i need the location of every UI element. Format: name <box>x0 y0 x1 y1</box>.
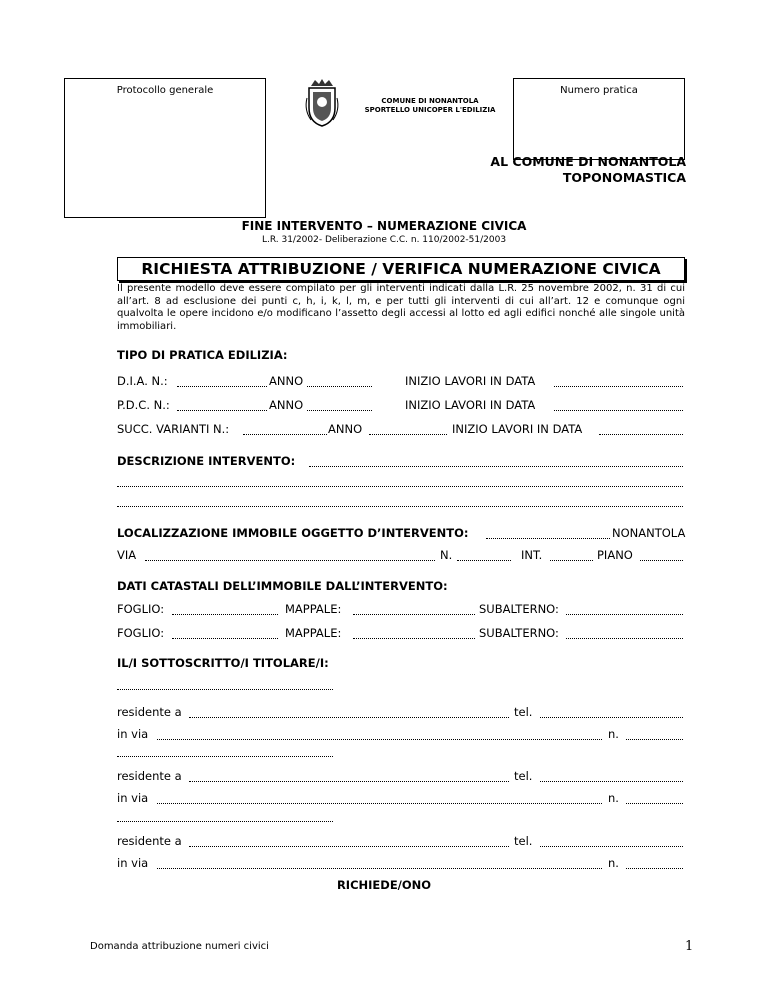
catastali-heading: DATI CATASTALI DELL’IMMOBILE DALL’INTERVENTO: <box>117 579 448 593</box>
succ-varianti-label: SUCC. VARIANTI N.: <box>117 422 230 436</box>
tel-label-1: tel. <box>514 705 533 719</box>
n-label-3: n. <box>608 856 619 870</box>
pdc-anno-field[interactable] <box>307 410 372 411</box>
n-field[interactable] <box>457 560 511 561</box>
in-via-field-2[interactable] <box>157 803 602 804</box>
subalterno-field-2[interactable] <box>566 638 683 639</box>
n-label-2: n. <box>608 791 619 805</box>
name-field-2[interactable] <box>117 756 333 757</box>
numero-pratica-label: Numero pratica <box>560 85 638 96</box>
dia-number-field[interactable] <box>177 386 267 387</box>
in-via-label-2: in via <box>117 791 149 805</box>
pdc-label: P.D.C. N.: <box>117 398 170 412</box>
name-field-1[interactable] <box>117 689 333 690</box>
descrizione-field-1[interactable] <box>309 466 683 467</box>
succ-anno-label: ANNO <box>328 422 363 436</box>
law-reference: L.R. 31/2002- Deliberazione C.C. n. 110/2002-51/2003 <box>261 235 507 245</box>
foglio-field-1[interactable] <box>172 614 278 615</box>
pdc-inizio-label: INIZIO LAVORI IN DATA <box>405 398 536 412</box>
protocollo-box <box>64 78 266 218</box>
localizzazione-town: NONANTOLA <box>612 526 686 540</box>
in-via-field-3[interactable] <box>157 868 602 869</box>
n-field-2[interactable] <box>626 803 683 804</box>
tipo-pratica-heading: TIPO DI PRATICA EDILIZIA: <box>117 348 288 362</box>
richiede-heading: RICHIEDE/ONO <box>336 878 432 892</box>
dia-anno-field[interactable] <box>307 386 372 387</box>
dia-anno-label: ANNO <box>269 374 304 388</box>
piano-field[interactable] <box>640 560 683 561</box>
sottoscritti-heading: IL/I SOTTOSCRITTO/I TITOLARE/I: <box>117 656 329 670</box>
int-label: INT. <box>521 548 543 562</box>
via-field[interactable] <box>145 560 435 561</box>
pdc-number-field[interactable] <box>177 410 267 411</box>
via-label: VIA <box>117 548 137 562</box>
tel-label-2: tel. <box>514 769 533 783</box>
dia-inizio-field[interactable] <box>554 386 683 387</box>
address-line2: TOPONOMASTICA <box>562 170 686 185</box>
localizzazione-heading: LOCALIZZAZIONE IMMOBILE OGGETTO D’INTERVENTO: <box>117 526 469 540</box>
tel-field-1[interactable] <box>540 717 683 718</box>
mappale-label-2: MAPPALE: <box>285 626 342 640</box>
intro-text: Il presente modello deve essere compilato per gli interventi indicati dalla L.R. 25 novembre 2002, n. 31 di cui all’art. 8 ad esclusione dei punti c, h, i, k, l, m, e per tutti gli interventi di cui all’art. 12 e comunque ogni qualvolta le opere incidono e/o modificano l’assetto degli accessi al lotto ed agli edifici nonché alle singole unità immobiliari. <box>117 283 685 332</box>
residente-label-3: residente a <box>117 834 182 848</box>
tel-field-2[interactable] <box>540 781 683 782</box>
descrizione-heading: DESCRIZIONE INTERVENTO: <box>117 454 296 468</box>
subalterno-field-1[interactable] <box>566 614 683 615</box>
dia-label: D.I.A. N.: <box>117 374 168 388</box>
residente-label-1: residente a <box>117 705 182 719</box>
succ-inizio-label: INIZIO LAVORI IN DATA <box>452 422 583 436</box>
subject-title: FINE INTERVENTO – NUMERAZIONE CIVICA <box>241 219 527 233</box>
page-number: 1 <box>685 939 694 954</box>
dia-inizio-label: INIZIO LAVORI IN DATA <box>405 374 536 388</box>
tel-field-3[interactable] <box>540 846 683 847</box>
foglio-field-2[interactable] <box>172 638 278 639</box>
subalterno-label-2: SUBALTERNO: <box>479 626 559 640</box>
in-via-label-3: in via <box>117 856 149 870</box>
pdc-anno-label: ANNO <box>269 398 304 412</box>
protocollo-label: Protocollo generale <box>116 85 214 96</box>
pdc-inizio-field[interactable] <box>554 410 683 411</box>
residente-label-2: residente a <box>117 769 182 783</box>
request-title: RICHIESTA ATTRIBUZIONE / VERIFICA NUMERAZIONE CIVICA <box>117 257 685 281</box>
subalterno-label-1: SUBALTERNO: <box>479 602 559 616</box>
n-field-3[interactable] <box>626 868 683 869</box>
foglio-label-2: FOGLIO: <box>117 626 165 640</box>
in-via-label-1: in via <box>117 727 149 741</box>
succ-anno-field[interactable] <box>369 434 447 435</box>
descrizione-field-3[interactable] <box>117 506 683 507</box>
piano-label: PIANO <box>597 548 633 562</box>
n-field-1[interactable] <box>626 739 683 740</box>
int-field[interactable] <box>550 560 593 561</box>
residente-field-2[interactable] <box>189 781 509 782</box>
coat-of-arms-logo <box>303 78 341 128</box>
n-label-1: n. <box>608 727 619 741</box>
tel-label-3: tel. <box>514 834 533 848</box>
succ-number-field[interactable] <box>243 434 327 435</box>
mappale-label-1: MAPPALE: <box>285 602 342 616</box>
localizzazione-field[interactable] <box>486 538 610 539</box>
foglio-label-1: FOGLIO: <box>117 602 165 616</box>
mappale-field-2[interactable] <box>353 638 475 639</box>
name-field-3[interactable] <box>117 821 333 822</box>
descrizione-field-2[interactable] <box>117 486 683 487</box>
succ-inizio-field[interactable] <box>599 434 683 435</box>
residente-field-1[interactable] <box>189 717 509 718</box>
residente-field-3[interactable] <box>189 846 509 847</box>
comune-line2: SPORTELLO UNICOPER L'EDILIZIA <box>364 106 496 114</box>
comune-line1: COMUNE DI NONANTOLA <box>381 97 479 105</box>
n-label: N. <box>440 548 453 562</box>
in-via-field-1[interactable] <box>157 739 602 740</box>
address-line1: AL COMUNE DI NONANTOLA <box>490 154 686 169</box>
numero-pratica-box <box>513 78 685 160</box>
footer-doc-name: Domanda attribuzione numeri civici <box>90 941 269 952</box>
mappale-field-1[interactable] <box>353 614 475 615</box>
